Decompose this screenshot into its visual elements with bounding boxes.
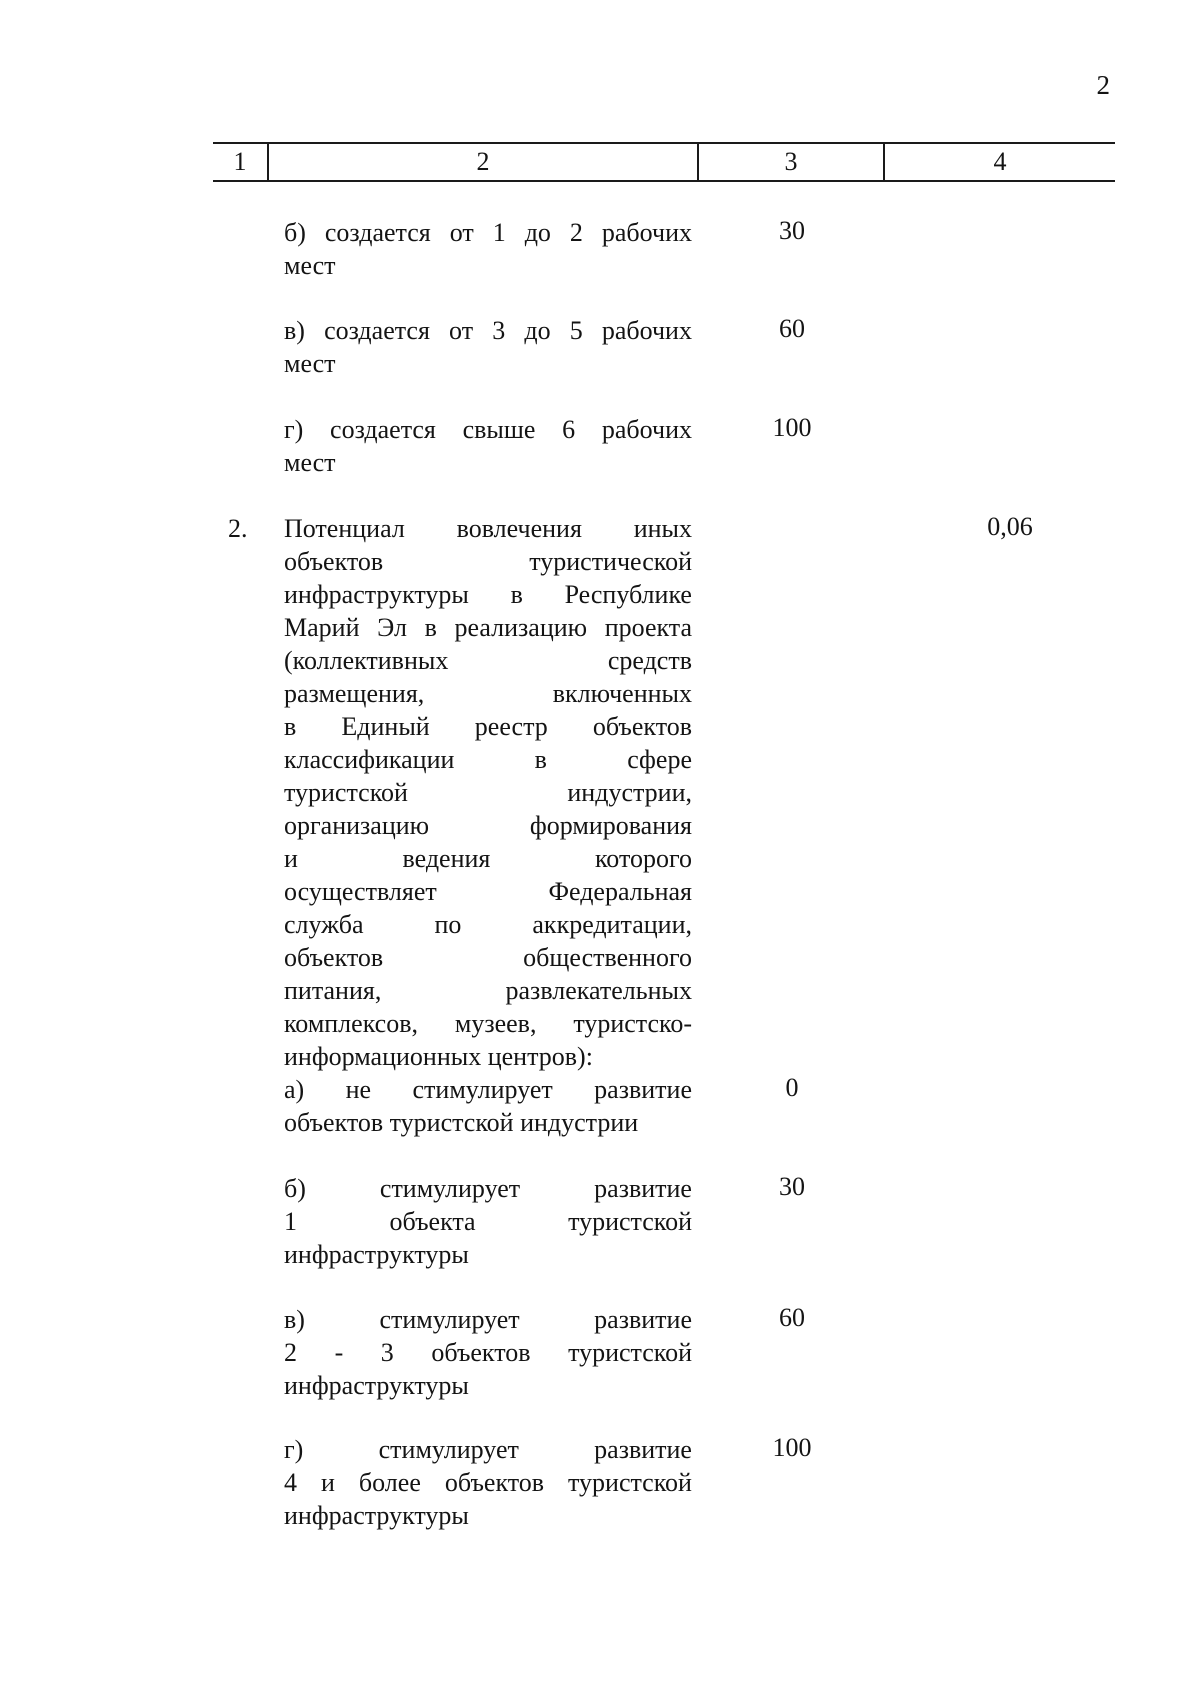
text-line: осуществляет Федеральная <box>284 877 692 906</box>
criterion-2b-text <box>284 1172 692 1271</box>
text-line: в Единый реестр объектов <box>284 712 692 741</box>
text-line: инфраструктуры <box>284 1371 469 1400</box>
text-line: размещения, включенных <box>284 679 692 708</box>
text-line: мест <box>284 251 336 280</box>
text-line: информационных центров): <box>284 1042 593 1071</box>
criterion-1c-text <box>284 314 692 380</box>
text-line: инфраструктуры <box>284 1501 469 1530</box>
text-line: в) стимулирует развитие <box>284 1305 692 1334</box>
criterion-2c-score: 60 <box>779 1303 805 1332</box>
text-line: объектов общественного <box>284 943 692 972</box>
text-line: (коллективных средств <box>284 646 692 675</box>
criterion-2b-score: 30 <box>779 1172 805 1201</box>
text-line: туристской индустрии, <box>284 778 692 807</box>
header-col-4: 4 <box>993 147 1007 176</box>
text-line: инфраструктуры в Республике <box>284 580 692 609</box>
text-line: 2 - 3 объектов туристской <box>284 1338 692 1367</box>
text-line: питания, развлекательных <box>284 976 692 1005</box>
text-line: мест <box>284 349 336 378</box>
criterion-1b-score: 30 <box>779 216 805 245</box>
text-line: в) создается от 3 до 5 рабочих <box>284 316 692 345</box>
text-line: классификации в сфере <box>284 745 692 774</box>
text-line: Марий Эл в реализацию проекта <box>284 613 692 642</box>
text-line: г) стимулирует развитие <box>284 1435 692 1464</box>
text-line: Потенциал вовлечения иных <box>284 514 692 543</box>
criterion-2a-text <box>284 1073 692 1139</box>
criterion-2-number: 2. <box>228 514 248 543</box>
text-line: служба по аккредитации, <box>284 910 692 939</box>
text-line: б) стимулирует развитие <box>284 1174 692 1203</box>
text-line: и ведения которого <box>284 844 692 873</box>
header-col-2: 2 <box>476 147 490 176</box>
table-header <box>213 142 1115 182</box>
criterion-1d-score: 100 <box>772 413 812 442</box>
criterion-2d-score: 100 <box>772 1433 812 1462</box>
text-line: б) создается от 1 до 2 рабочих <box>284 218 692 247</box>
criterion-2a-score: 0 <box>785 1073 799 1102</box>
criterion-1c-score: 60 <box>779 314 805 343</box>
criterion-2-weight: 0,06 <box>987 512 1033 541</box>
criterion-2c-text <box>284 1303 692 1402</box>
text-line: организацию формирования <box>284 811 692 840</box>
text-line: г) создается свыше 6 рабочих <box>284 415 692 444</box>
criterion-2d-text <box>284 1433 692 1532</box>
criterion-1d-text <box>284 413 692 479</box>
text-line: инфраструктуры <box>284 1240 469 1269</box>
text-line: объектов туристической <box>284 547 692 576</box>
text-line: 1 объекта туристской <box>284 1207 692 1236</box>
page-number: 2 <box>1096 70 1110 100</box>
header-col-3: 3 <box>784 147 798 176</box>
criterion-1b-text <box>284 216 692 282</box>
text-line: мест <box>284 448 336 477</box>
text-line: а) не стимулирует развитие <box>284 1075 692 1104</box>
criterion-2-text <box>284 512 692 1073</box>
text-line: 4 и более объектов туристской <box>284 1468 692 1497</box>
text-line: комплексов, музеев, туристско- <box>284 1009 692 1038</box>
header-col-1: 1 <box>233 147 247 176</box>
text-line: объектов туристской индустрии <box>284 1108 639 1137</box>
